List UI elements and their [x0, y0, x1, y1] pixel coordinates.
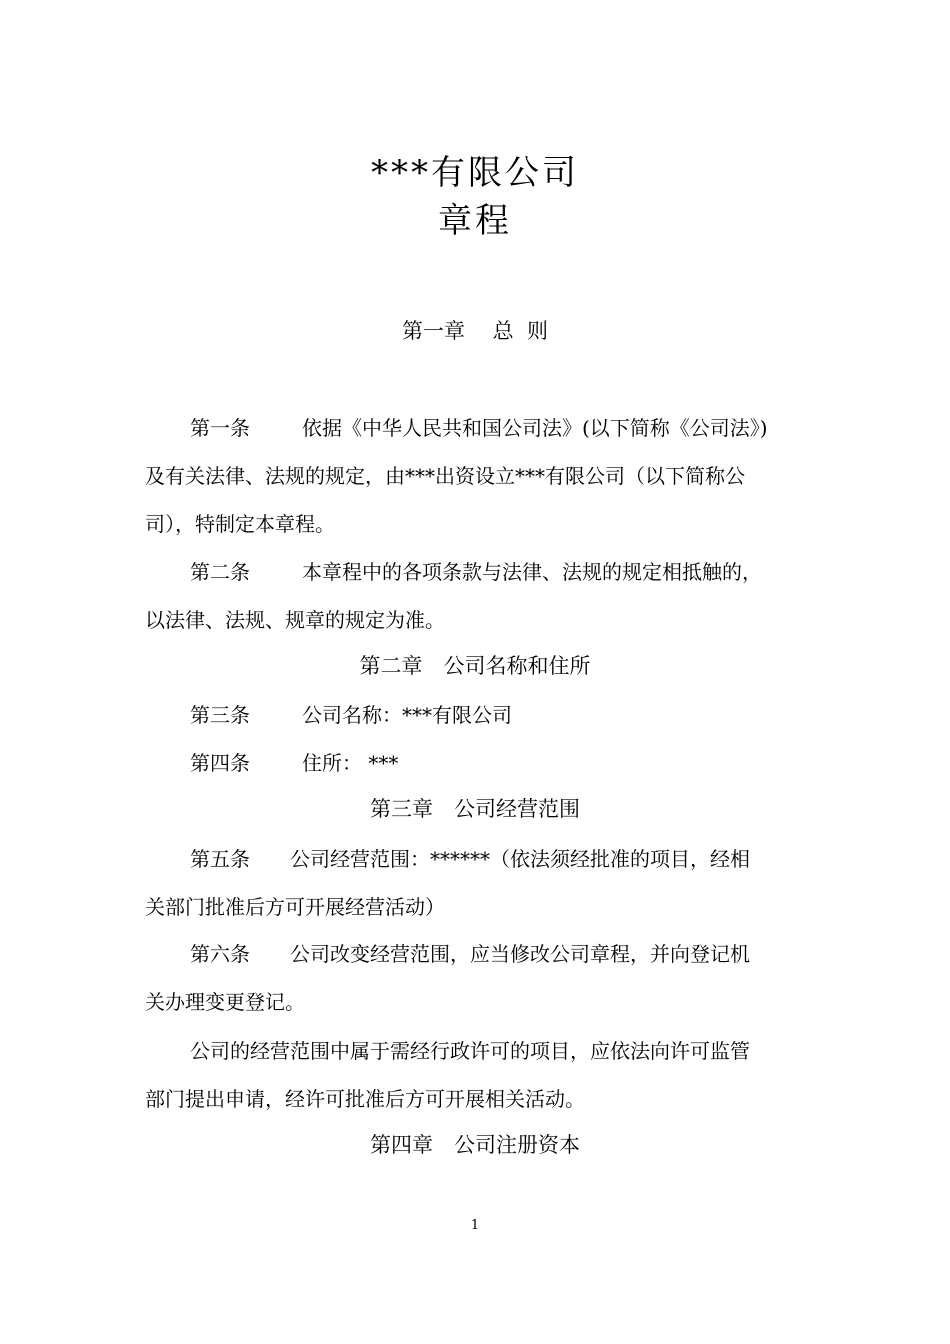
article-2: [145, 548, 810, 644]
chapter-2-heading: 第二章 公司名称和住所: [359, 654, 591, 678]
article-2-line-1: 本章程中的各项条款与法律、法规的规定相抵触的，: [302, 560, 762, 584]
article-5-line-1: 公司经营范围：******（依法须经批准的项目，经相: [290, 847, 750, 871]
article-2-label: 第二条: [190, 560, 250, 584]
article-3: [145, 691, 810, 739]
document-title-company: ***有限公司: [371, 153, 579, 193]
article-5: [145, 835, 810, 931]
article-6-line-1: 公司改变经营范围，应当修改公司章程，并向登记机: [290, 942, 750, 966]
article-6: [145, 930, 810, 1026]
document-title-charter: 章程: [438, 201, 512, 241]
article-1: [145, 404, 810, 548]
article-3-label: 第三条: [190, 703, 250, 727]
article-1-label: 第一条: [190, 416, 250, 440]
article-2-line-2: 以法律、法规、规章的规定为准。: [145, 608, 445, 632]
page-number: 1: [470, 1218, 480, 1233]
article-6-paragraph-2-line-2: 部门提出申请，经许可批准后方可开展相关活动。: [145, 1087, 585, 1111]
chapter-1-heading: 第一章 总 则: [401, 319, 549, 343]
article-6-line-2: 关办理变更登记。: [145, 990, 305, 1014]
article-4: [145, 739, 810, 787]
article-6-label: 第六条: [190, 942, 250, 966]
article-5-label: 第五条: [190, 847, 250, 871]
article-1-line-2: 及有关法律、法规的规定，由***出资设立***有限公司（以下简称公: [145, 464, 745, 488]
article-4-label: 第四条: [190, 751, 250, 775]
article-1-line-1: 依据《中华人民共和国公司法》(以下简称《公司法》): [302, 416, 768, 440]
article-5-line-2: 关部门批准后方可开展经营活动）: [145, 895, 445, 919]
article-6-paragraph-2-line-1: 公司的经营范围中属于需经行政许可的项目，应依法向许可监管: [190, 1039, 750, 1063]
article-1-line-3: 司），特制定本章程。: [145, 512, 335, 536]
chapter-4-heading: 第四章 公司注册资本: [370, 1133, 580, 1157]
article-4-text: 住所： ***: [302, 751, 399, 775]
article-6-paragraph-2: [145, 1027, 810, 1123]
chapter-3-heading: 第三章 公司经营范围: [370, 797, 580, 821]
article-3-text: 公司名称：***有限公司: [302, 703, 512, 727]
